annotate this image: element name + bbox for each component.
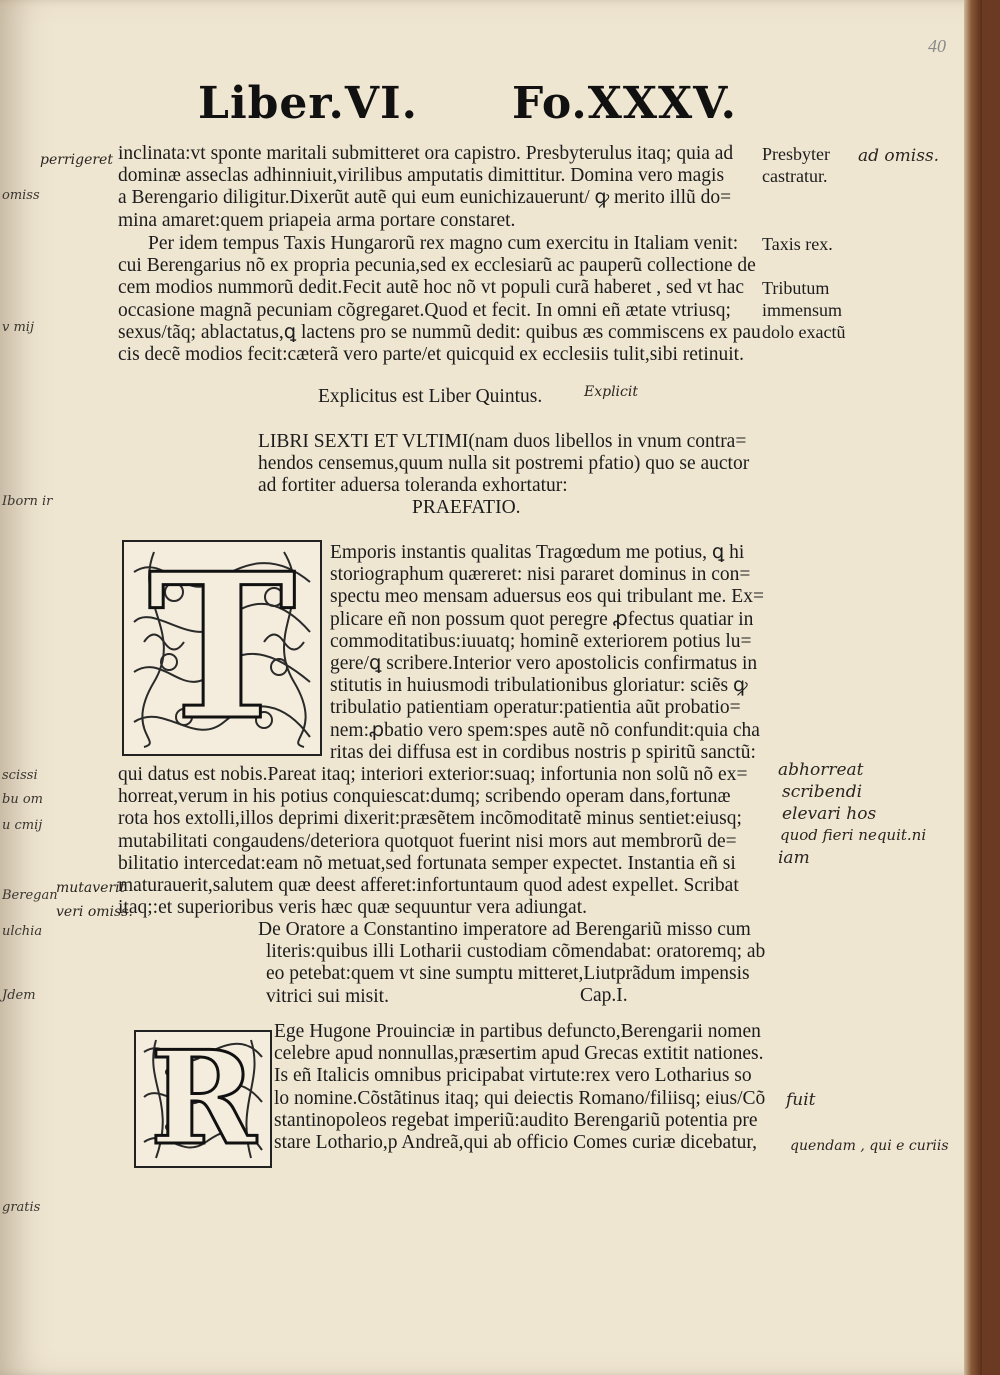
chapter-summary — [258, 919, 766, 1008]
chapter-label: Cap.I. — [580, 985, 628, 1006]
handwritten-note: ad omiss. — [858, 146, 940, 166]
text-line: cui Berengarius nõ ex propria pecunia,sed ex ecclesiarũ ac pauperũ collectione de — [118, 255, 756, 277]
praefatio-full — [118, 764, 747, 919]
left-margin-fragment: Iborn ir — [2, 494, 53, 509]
text-line: nem:ꝓbatio vero spem:spes autẽ nõ confundit:quia cha — [330, 719, 760, 741]
decorated-initial-t — [122, 540, 322, 756]
handwritten-note: quendam , qui e curiis — [790, 1138, 949, 1154]
text-line: vitrici sui misit. — [266, 985, 389, 1007]
text-line: tribulatio patientiam operatur:patientia aũt probatio= — [330, 697, 741, 719]
left-margin-fragment: gratis — [2, 1200, 41, 1215]
running-head-liber: Liber.VI. — [198, 78, 418, 129]
text-line: literis:quibus illi Lotharii custodiam cõmendabat: oratoremq; ab — [266, 941, 766, 963]
handwritten-note: scribendi — [782, 782, 863, 802]
handwritten-note: elevari hos — [782, 804, 877, 824]
text-line: LIBRI SEXTI ET VLTIMI(nam duos libellos in vnum contra= — [258, 431, 747, 452]
text-line: ritas dei diffusa est in cordibus nostris p spiritũ sanctũ: — [330, 741, 756, 763]
margin-note-line: immensum — [762, 300, 842, 321]
text-line: stantinopoleos regebat imperiũ:audito Berengariũ potentia pre — [274, 1109, 758, 1131]
left-margin-fragment: Beregan — [2, 888, 58, 903]
running-head-folio: Fo.XXXV. — [512, 78, 737, 129]
handwritten-note: mutaverit — [56, 880, 126, 896]
handwritten-note: Explicit — [584, 384, 638, 400]
praefatio-heading: PRAEFATIO. — [412, 497, 521, 518]
explicit-line: Explicitus est Liber Quintus. — [318, 386, 543, 407]
initial-letter: T — [147, 540, 297, 756]
paragraph-1 — [118, 143, 733, 232]
text-line: lo nomine.Cõstãtinus itaq; qui deiectis Romano/filiisq; eius/Cõ — [274, 1087, 766, 1109]
book-six-title — [258, 431, 749, 498]
left-margin-fragment: ulchia — [2, 924, 43, 939]
handwritten-note: veri omiss. — [56, 904, 133, 920]
text-line: plicare eñ non possum quot peregre ꝓfectus quatiar in — [330, 608, 754, 630]
text-line: qui datus est nobis.Pareat itaq; interiori exterior:suaq; infortunia non solũ nõ ex= — [118, 764, 748, 785]
text-line: Is eñ Italicis omnibus pricipabat virtute:rex vero Lotharius so — [274, 1065, 752, 1087]
paragraph-2 — [118, 233, 761, 366]
text-line: sexus/tãq; ablactatus,ꝗ lactens pro se nummũ dedit: quibus æs commiscens ex pau — [118, 321, 761, 343]
text-line: celebre apud nonnullas,præsertim apud Grecas extitit nationes. — [274, 1043, 764, 1065]
text-line: inclinata:vt sponte maritali submitteret ora capistro. Presbyterulus itaq; quia ad — [118, 143, 734, 164]
page-edge — [964, 0, 982, 1375]
text-line: dominæ asseclas adhinniuit,virilibus amputatis dimittitur. Domina vero magis — [118, 165, 725, 187]
text-line: itaq;:et superioribus veris hæc quæ sequuntur vera adiungat. — [118, 897, 587, 919]
margin-note-line: castratur. — [762, 166, 828, 187]
handwritten-note: iam — [778, 848, 810, 868]
text-line: ad fortiter aduersa toleranda exhortatur: — [258, 475, 568, 497]
chapter-text — [274, 1021, 765, 1154]
text-line: mutabilitati congaudens/deteriora quotquot fuerint nisi mors aut membrorũ de= — [118, 830, 737, 852]
margin-note-taxis: Taxis rex. — [762, 234, 833, 254]
praefatio-indented — [330, 542, 764, 764]
text-line: Ege Hugone Prouinciæ in partibus defuncto,Berengarii nomen — [274, 1021, 761, 1042]
handwritten-note: quod fieri nequit.ni — [780, 826, 927, 844]
page-header — [0, 78, 982, 138]
text-line: hendos censemus,quum nulla sit postremi pfatio) quo se auctor — [258, 453, 750, 475]
text-line: rota hos extolli,illos deprimi dixerit:præsẽtem incõmoditatẽ minus sentiet:eiusq; — [118, 808, 742, 830]
left-margin-fragment: v mij — [2, 320, 34, 335]
handwritten-note: perrigeret — [40, 152, 113, 168]
folio-number: 40 — [928, 36, 946, 56]
text-line: spectu meo mensam aduersus eos qui tribulant me. Ex= — [330, 586, 764, 608]
left-margin-fragment: bu om — [2, 792, 43, 807]
left-margin-fragment: Jdem — [2, 988, 36, 1003]
margin-note-line: dolo exactũ — [762, 322, 846, 343]
text-line: mina amaret:quem priapeia arma portare constaret. — [118, 209, 516, 231]
text-line: stitutis in huiusmodi tribulationibus gloriatur: sciẽs ꝙ — [330, 675, 748, 697]
decorated-initial-r — [134, 1030, 272, 1168]
text-line: gere/ꝗ scribere.Interior vero apostolicis confirmatus in — [330, 652, 758, 674]
text-line: bilitatio intercedat:eam nõ metuat,sed fortunata semper expectet. Instantia eñ si — [118, 852, 736, 874]
text-line: eo petebat:quem vt sine sumptu mitteret,Liutprãdum impensis — [266, 963, 750, 985]
margin-note-presbyter — [762, 143, 830, 187]
text-line: cis decẽ modios fecit:cæterã vero parte/et quicquid ex ecclesiis tulit,sibi retinuit. — [118, 343, 744, 365]
text-line: occasione magnã pecuniam cõgregaret.Quod et fecit. In omni eñ ætate vtriusq; — [118, 299, 731, 321]
margin-note-tributum — [762, 277, 845, 344]
left-margin-fragment: scissi — [2, 768, 38, 783]
handwritten-note: fuit — [786, 1090, 816, 1110]
text-line: De Oratore a Constantino imperatore ad Berengariũ misso cum — [258, 919, 751, 940]
margin-note-line: Tributum — [762, 278, 830, 298]
text-line: storiographum quæreret: nisi pararet dominus in con= — [330, 564, 751, 586]
text-line: cem modios nummorũ dedit.Fecit autẽ hoc nõ vt populi curã haberet , sed vt hac — [118, 277, 744, 299]
text-line: commoditatibus:iuuatq; hominẽ exteriorem potius lu= — [330, 630, 752, 652]
initial-letter: R — [149, 1030, 257, 1168]
handwritten-note: abhorreat — [778, 760, 864, 780]
left-margin-fragment: omiss — [2, 188, 40, 203]
text-line: horreat,verum in his potius conquiescat:dumq; scribendo operam dans,fortunæ — [118, 786, 731, 808]
text-line: maturauerit,salutem quæ deest afferet:infortuntaum quod adest expellet. Scribat — [118, 874, 739, 896]
text-line: Emporis instantis qualitas Tragœdum me potius, ꝗ hi — [330, 542, 745, 563]
left-margin-fragment: u cmij — [2, 818, 43, 833]
margin-note-line: Presbyter — [762, 144, 830, 164]
text-line: a Berengario diligitur.Dixerũt autẽ qui eum eunichizauerunt/ ꝙ merito illũ do= — [118, 187, 732, 209]
text-line: Per idem tempus Taxis Hungarorũ rex magno cum exercitu in Italiam venit: — [148, 233, 739, 254]
text-line: stare Lothario,p Andreã,qui ab officio Comes curiæ dicebatur, — [274, 1131, 757, 1153]
